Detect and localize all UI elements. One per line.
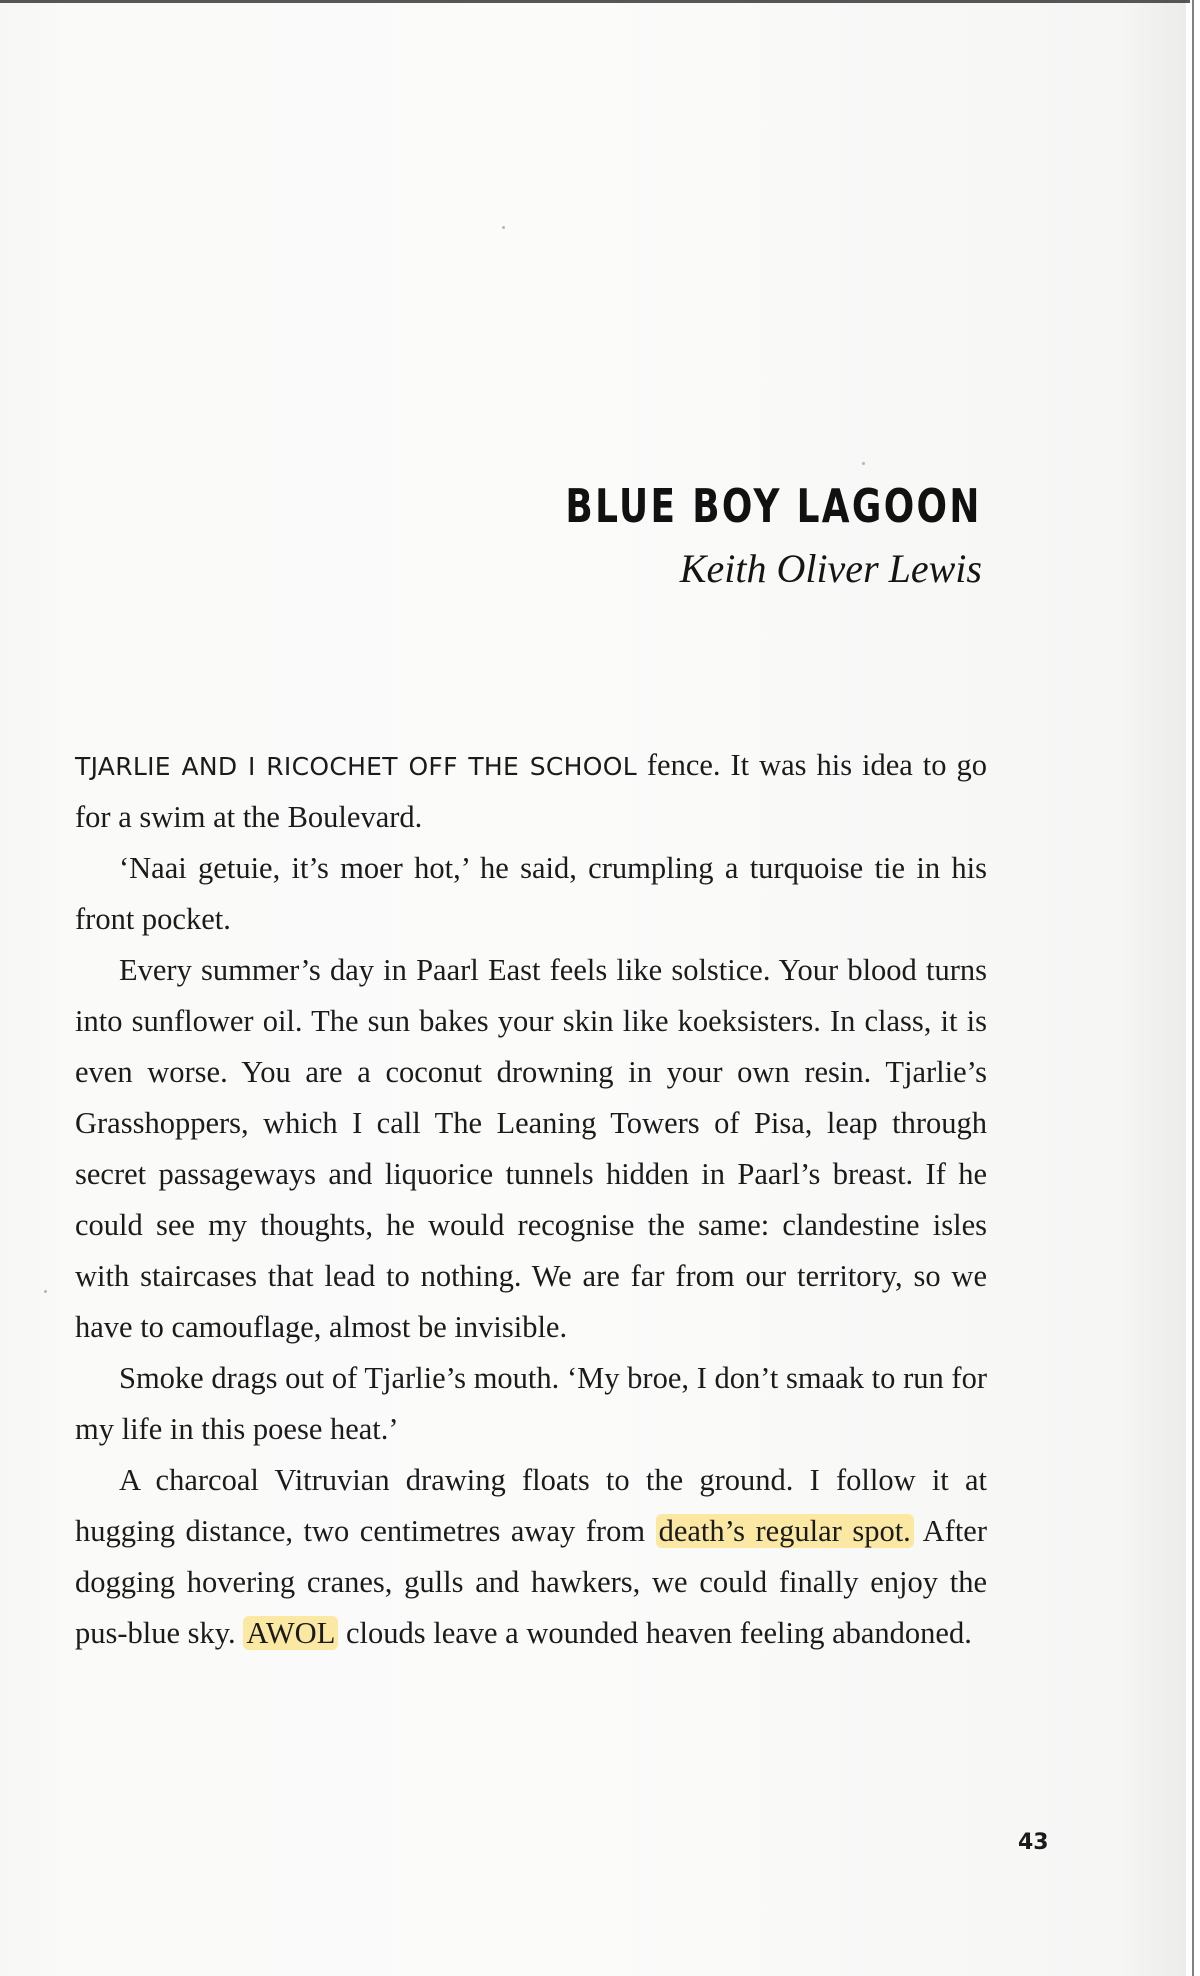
page-top-edge — [0, 0, 1190, 3]
chapter-heading — [448, 478, 982, 594]
paragraph-5-text-a: A charcoal Vitruvian drawing floats to the ground. I follow it at hugging distance, two centimetres away from — [75, 1463, 987, 1548]
paragraph-5-text-b: After dogging hovering cranes, gulls and hawkers, we could finally enjoy the pus-blue sky. — [75, 1514, 987, 1650]
paragraph-1 — [75, 740, 987, 843]
paper-speck — [44, 1290, 47, 1293]
paper-speck — [502, 226, 505, 229]
chapter-title: BLUE BOY LAGOON — [565, 479, 982, 533]
highlighted-word: AWOL — [243, 1616, 338, 1650]
opening-small-caps: TJARLIE AND I RICOCHET OFF THE SCHOOL — [75, 752, 637, 781]
highlighted-phrase: death’s regular spot. — [656, 1514, 914, 1548]
paragraph-5 — [75, 1455, 987, 1659]
paper-speck — [862, 462, 865, 465]
paragraph-3: Every summer’s day in Paarl East feels like solstice. Your blood turns into sunflower oil. The sun bakes your skin like koeksisters. In class, it is even worse. You are a coconut drowning in your own resin. Tjarlie’s Grasshoppers, which I call The Leaning Towers of Pisa, leap through secret passageways and liquorice tunnels hidden in Paarl’s breast. If he could see my thoughts, he would recognise the same: clandestine isles with staircases that lead to nothing. We are far from our territory, so we have to camouflage, almost be invisible. — [75, 953, 987, 1344]
chapter-author: Keith Oliver Lewis — [679, 546, 982, 591]
page-margin-background — [1194, 0, 1200, 1976]
paragraph-4: Smoke drags out of Tjarlie’s mouth. ‘My broe, I don’t smaak to run for my life in this poese heat.’ — [75, 1361, 987, 1446]
paragraph-5-text-c: clouds leave a wounded heaven feeling abandoned. — [338, 1616, 972, 1650]
page-number: 43 — [1018, 1830, 1049, 1855]
paragraph-1-text: fence. It was his idea to go for a swim at the Boulevard. — [75, 748, 987, 834]
chapter-body — [75, 740, 987, 1659]
paragraph-2: ‘Naai getuie, it’s moer hot,’ he said, crumpling a turquoise tie in his front pocket. — [75, 851, 987, 936]
